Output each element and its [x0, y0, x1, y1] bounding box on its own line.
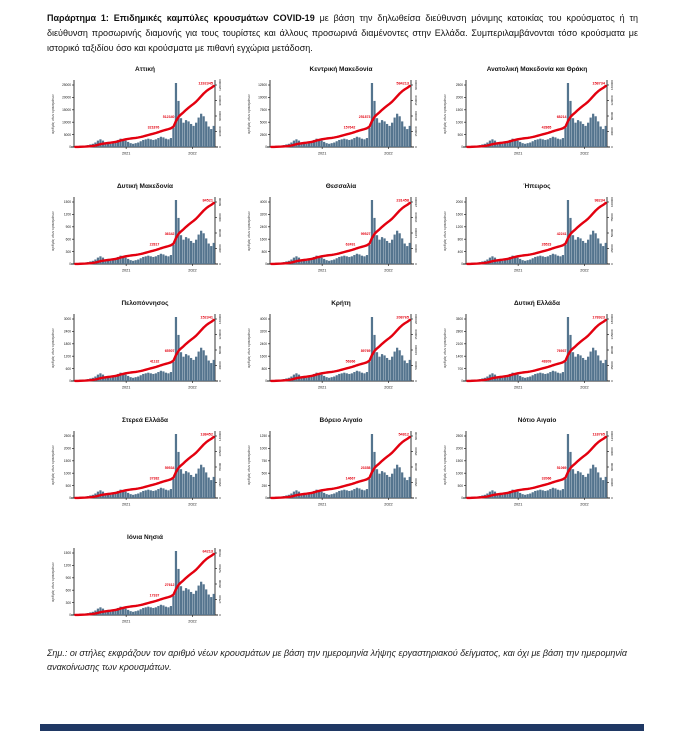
milestone-annotation: 42865 [541, 125, 552, 130]
right-tick-label: 80000 [610, 111, 614, 121]
chart-title: Στερεά Ελλάδα [121, 417, 169, 424]
x-tick-label: 2021 [317, 385, 327, 390]
right-tick-label: 40000 [610, 127, 614, 136]
milestone-annotation: 51069 [556, 465, 567, 470]
chart-title: Θεσσαλία [325, 183, 357, 190]
chart-title: Ήπειρος [523, 183, 551, 190]
right-tick-label: 160000 [218, 313, 222, 325]
right-tick-label: 0 [414, 146, 418, 148]
milestone-annotation: 321876 [147, 125, 160, 130]
left-tick-label: 2100 [455, 342, 463, 346]
left-tick-label: 0 [461, 379, 463, 384]
milestone-annotation: 32066 [541, 476, 552, 481]
left-tick-label: 2400 [63, 329, 71, 334]
right-tick-label: 105000 [218, 446, 222, 457]
chart-anatoliki-makedonia-thraki [439, 66, 635, 166]
milestone-annotation: 41132 [149, 359, 160, 364]
right-tick-label: 90000 [610, 345, 614, 355]
left-tick-label: 600 [65, 237, 71, 242]
chart-title: Δυτική Ελλάδα [514, 300, 560, 307]
left-tick-label: 0 [461, 262, 463, 267]
left-tick-label: 0 [265, 262, 267, 267]
x-tick-label: 2022 [384, 502, 393, 507]
left-tick-label: 1500 [63, 459, 71, 463]
milestone-annotation: 512340 [162, 114, 175, 119]
y-axis-label: αριθμός νέων κρουσμάτων [51, 94, 55, 134]
left-tick-label: 1600 [259, 354, 267, 359]
chart-title: Νότιο Αιγαίο [517, 417, 557, 424]
right-tick-label: 450000 [414, 95, 418, 106]
right-tick-label: 150000 [414, 126, 418, 137]
right-tick-label: 600000 [218, 110, 222, 122]
left-tick-label: 1500 [63, 200, 71, 205]
final-total-annotation: 158734 [592, 81, 605, 86]
chart-title: Βόρειο Αιγαίο [319, 417, 363, 424]
right-tick-label: 150000 [414, 329, 418, 340]
left-tick-label: 1500 [63, 551, 71, 556]
left-tick-label: 500 [261, 471, 267, 476]
right-tick-label: 300000 [414, 110, 418, 122]
left-tick-label: 2500 [259, 132, 267, 137]
chart-dytiki-makedonia [47, 183, 243, 283]
left-tick-label: 1200 [63, 563, 71, 568]
chart-title: Κρήτη [331, 300, 351, 307]
y-axis-label: αριθμός νέων κρουσμάτων [51, 328, 55, 368]
left-tick-label: 4000 [259, 200, 267, 205]
left-tick-label: 4000 [259, 317, 267, 322]
right-tick-label: 1200000 [218, 79, 222, 91]
case-bars [270, 83, 411, 147]
chart-title: Κεντρική Μακεδονία [309, 66, 373, 73]
right-tick-label: 60000 [610, 462, 614, 472]
epi-curve-plot [243, 77, 439, 166]
header-body: με βάση την δηλωθείσα διεύθυνση μόνιμης κατοικίας του κρούσματος ή τη διεύθυνση προσωρινής διαμονής για τους τουρίστες και άλλους προσωρινά διαμένοντες στην Ελλάδα. Συμπεριλαμβάνονται τόσο κρούσματα με ιστορικό ταξιδίου όσο και κρούσματα με πιθανή εγχώρια μετάδοση. [47, 13, 639, 54]
left-tick-label: 300 [65, 600, 71, 605]
y-axis-label: αριθμός νέων κρουσμάτων [247, 445, 251, 485]
left-tick-label: 0 [69, 145, 71, 150]
case-bars [466, 200, 607, 264]
right-tick-label: 0 [610, 380, 614, 382]
right-tick-label: 50000 [610, 228, 614, 238]
milestone-annotation: 99527 [360, 231, 371, 236]
epi-curve-plot [47, 194, 243, 283]
chart-kriti [243, 300, 439, 400]
y-axis-label: αριθμός νέων κρουσμάτων [443, 211, 447, 251]
milestone-annotation: 48309 [541, 359, 552, 364]
right-tick-label: 52500 [218, 564, 222, 573]
final-total-annotation: 138452 [200, 432, 213, 437]
right-tick-label: 80000 [218, 345, 222, 355]
left-tick-label: 1200 [63, 354, 71, 359]
final-total-annotation: 208765 [396, 315, 409, 320]
y-axis-label: αριθμός νέων κρουσμάτων [51, 211, 55, 251]
left-tick-label: 500 [65, 483, 71, 488]
chart-title: Αττική [135, 66, 155, 73]
left-tick-label: 1000 [63, 471, 71, 476]
milestone-annotation: 42241 [556, 231, 567, 236]
right-tick-label: 300000 [218, 126, 222, 137]
case-bars [270, 317, 411, 381]
chart-kentriki-makedonia [243, 66, 439, 166]
right-tick-label: 100000 [414, 344, 418, 356]
right-tick-label: 30000 [414, 462, 418, 472]
left-tick-label: 1600 [455, 212, 463, 217]
x-tick-label: 2022 [580, 502, 589, 507]
chart-thessalia [243, 183, 439, 283]
left-tick-label: 0 [461, 145, 463, 150]
x-tick-label: 2021 [513, 385, 523, 390]
milestone-annotation: 62491 [345, 242, 356, 247]
left-tick-label: 1600 [259, 237, 267, 242]
left-tick-label: 400 [457, 249, 463, 254]
milestone-annotation: 23358 [360, 465, 371, 470]
left-tick-label: 2000 [455, 95, 463, 100]
y-axis-label: αριθμός νέων κρουσμάτων [247, 94, 251, 134]
left-tick-label: 750 [261, 459, 267, 463]
left-tick-label: 1800 [63, 342, 71, 346]
y-axis-label: αριθμός νέων κρουσμάτων [247, 211, 251, 251]
right-tick-label: 900000 [218, 95, 222, 106]
left-tick-label: 1000 [259, 446, 267, 451]
final-total-annotation: 1192345 [198, 81, 213, 86]
epi-curve-plot [47, 428, 243, 517]
right-tick-label: 50000 [414, 361, 418, 370]
right-tick-label: 75000 [610, 213, 614, 222]
x-tick-label: 2021 [121, 619, 131, 624]
x-tick-label: 2022 [188, 502, 197, 507]
left-tick-label: 500 [457, 132, 463, 137]
milestone-annotation: 17337 [149, 593, 160, 598]
milestone-annotation: 251873 [358, 114, 371, 119]
left-tick-label: 5000 [63, 132, 71, 137]
right-tick-label: 140000 [218, 430, 222, 442]
case-bars [74, 83, 215, 147]
chart-sterea-ellada [47, 417, 243, 517]
right-tick-label: 120000 [610, 430, 614, 442]
milestone-annotation: 27612 [164, 582, 175, 587]
milestone-annotation: 59534 [164, 465, 175, 470]
right-tick-label: 100000 [610, 196, 614, 208]
right-tick-label: 60000 [218, 213, 222, 222]
x-tick-label: 2022 [384, 268, 393, 273]
left-tick-label: 800 [261, 366, 267, 371]
milestone-annotation: 65507 [164, 348, 175, 353]
right-tick-label: 45000 [414, 447, 418, 456]
right-tick-label: 0 [218, 380, 222, 382]
left-tick-label: 2500 [63, 434, 71, 439]
left-tick-label: 1000 [455, 471, 463, 476]
epi-curve-plot [243, 194, 439, 283]
final-total-annotation: 152341 [200, 315, 213, 320]
left-tick-label: 2400 [259, 225, 267, 229]
x-tick-label: 2021 [317, 502, 327, 507]
left-tick-label: 300 [65, 249, 71, 254]
final-total-annotation: 54812 [398, 432, 409, 437]
left-tick-label: 10000 [62, 120, 71, 125]
final-total-annotation: 64213 [202, 549, 213, 554]
chart-peloponnisos [47, 300, 243, 400]
right-tick-label: 120000 [414, 227, 418, 239]
case-bars [466, 83, 607, 147]
left-tick-label: 250 [261, 483, 267, 488]
left-tick-label: 600 [65, 366, 71, 371]
epi-curve-plot [439, 428, 635, 517]
right-tick-label: 240000 [414, 196, 418, 208]
right-tick-label: 30000 [610, 478, 614, 487]
epi-curve-plot [439, 77, 635, 166]
final-total-annotation: 84521 [202, 198, 213, 203]
x-tick-label: 2021 [121, 502, 131, 507]
right-tick-label: 135000 [610, 329, 614, 340]
case-bars [270, 200, 411, 264]
left-tick-label: 2500 [455, 434, 463, 439]
chart-ipeiros [439, 183, 635, 283]
milestone-annotation: 37382 [149, 476, 160, 481]
left-tick-label: 1200 [455, 225, 463, 229]
chart-title: Πελοπόννησος [121, 300, 169, 307]
left-tick-label: 1500 [455, 459, 463, 463]
header-paragraph [47, 11, 638, 56]
right-tick-label: 17500 [218, 595, 222, 604]
left-tick-label: 0 [69, 379, 71, 384]
left-tick-label: 5000 [259, 120, 267, 125]
left-tick-label: 800 [261, 249, 267, 254]
x-tick-label: 2021 [513, 502, 523, 507]
left-tick-label: 700 [457, 366, 463, 371]
epi-curve-plot [439, 194, 635, 283]
x-tick-label: 2021 [121, 268, 131, 273]
right-tick-label: 120000 [610, 95, 614, 106]
left-tick-label: 0 [461, 496, 463, 501]
left-tick-label: 800 [457, 237, 463, 242]
milestone-annotation: 14667 [345, 476, 356, 481]
milestone-annotation: 22817 [149, 242, 160, 247]
left-tick-label: 2000 [455, 446, 463, 451]
right-tick-label: 200000 [414, 313, 418, 325]
left-tick-label: 0 [69, 613, 71, 618]
y-axis-label: αριθμός νέων κρουσμάτων [443, 94, 447, 134]
right-tick-label: 0 [218, 263, 222, 265]
x-tick-label: 2021 [317, 151, 327, 156]
left-tick-label: 600 [65, 588, 71, 593]
right-tick-label: 0 [414, 263, 418, 265]
case-bars [270, 434, 411, 498]
x-tick-label: 2021 [317, 268, 327, 273]
chart-dytiki-ellada [439, 300, 635, 400]
x-tick-label: 2022 [384, 385, 393, 390]
right-tick-label: 0 [610, 146, 614, 148]
epi-curve-plot [47, 311, 243, 400]
y-axis-label: αριθμός νέων κρουσμάτων [51, 562, 55, 602]
x-tick-label: 2022 [384, 151, 393, 156]
milestone-annotation: 76937 [556, 348, 567, 353]
right-tick-label: 20000 [218, 244, 222, 253]
header-lead: Παράρτημα 1: Επιδημικές καμπύλες κρουσμάτων COVID-19 [47, 13, 315, 23]
left-tick-label: 2400 [259, 342, 267, 346]
x-tick-label: 2021 [121, 151, 131, 156]
right-tick-label: 35000 [218, 478, 222, 487]
epi-curve-plot [243, 428, 439, 517]
milestone-annotation: 89769 [360, 348, 371, 353]
right-tick-label: 600000 [414, 79, 418, 91]
epi-curve-plot [47, 545, 243, 634]
right-tick-label: 160000 [610, 79, 614, 91]
chart-ionia-nisia [47, 534, 243, 634]
left-tick-label: 0 [265, 496, 267, 501]
x-tick-label: 2022 [188, 268, 197, 273]
right-tick-label: 45000 [610, 361, 614, 370]
final-total-annotation: 584213 [396, 81, 409, 86]
right-tick-label: 70000 [218, 548, 222, 558]
x-tick-label: 2021 [513, 268, 523, 273]
left-tick-label: 2000 [63, 446, 71, 451]
right-tick-label: 25000 [610, 244, 614, 253]
right-tick-label: 0 [218, 614, 222, 616]
final-total-annotation: 118765 [592, 432, 605, 437]
y-axis-label: αριθμός νέων κρουσμάτων [443, 328, 447, 368]
final-total-annotation: 98234 [594, 198, 605, 203]
left-tick-label: 1200 [63, 212, 71, 217]
case-bars [466, 317, 607, 381]
left-tick-label: 1250 [259, 434, 267, 439]
note-text: Σημ.: οι στήλες εκφράζουν τον αριθμό νέων κρουσμάτων με βάση την ημερομηνία λήψης εργαστηριακού δείγματος, και όχι με βάση την ημερομηνία ανακοίνωσης των κρουσμάτων. [47, 648, 628, 673]
chart-voreio-aigaio [243, 417, 439, 517]
right-tick-label: 90000 [610, 447, 614, 456]
right-tick-label: 60000 [414, 431, 418, 441]
left-tick-label: 1400 [455, 354, 463, 359]
left-tick-label: 3200 [259, 212, 267, 217]
left-tick-label: 500 [457, 483, 463, 488]
right-tick-label: 60000 [414, 244, 418, 253]
right-tick-label: 0 [414, 380, 418, 382]
y-axis-label: αριθμός νέων κρουσμάτων [247, 328, 251, 368]
left-tick-label: 3200 [259, 329, 267, 334]
right-tick-label: 0 [414, 497, 418, 499]
left-tick-label: 15000 [62, 108, 71, 112]
milestone-annotation: 26523 [541, 242, 552, 247]
right-tick-label: 70000 [218, 462, 222, 472]
milestone-annotation: 157642 [343, 125, 356, 130]
left-tick-label: 0 [69, 262, 71, 267]
final-total-annotation: 178923 [592, 315, 605, 320]
chart-title: Ιόνια Νησιά [127, 534, 163, 541]
x-tick-label: 2022 [188, 619, 197, 624]
x-tick-label: 2022 [580, 151, 589, 156]
x-tick-label: 2021 [121, 385, 131, 390]
left-tick-label: 7500 [259, 108, 267, 112]
left-tick-label: 0 [265, 379, 267, 384]
epi-curve-plot [243, 311, 439, 400]
left-tick-label: 0 [265, 145, 267, 150]
y-axis-label: αριθμός νέων κρουσμάτων [443, 445, 447, 485]
x-tick-label: 2022 [580, 268, 589, 273]
right-tick-label: 40000 [218, 361, 222, 370]
left-tick-label: 3500 [455, 317, 463, 322]
left-tick-label: 1000 [455, 120, 463, 125]
right-tick-label: 80000 [218, 197, 222, 207]
left-tick-label: 10000 [258, 95, 267, 100]
right-tick-label: 180000 [414, 212, 418, 223]
left-tick-label: 25000 [62, 83, 71, 88]
x-tick-label: 2021 [513, 151, 523, 156]
left-tick-label: 0 [69, 496, 71, 501]
case-bars [74, 200, 215, 264]
case-bars [74, 317, 215, 381]
left-tick-label: 20000 [62, 95, 71, 100]
right-tick-label: 120000 [218, 329, 222, 340]
left-tick-label: 2800 [455, 329, 463, 334]
right-tick-label: 0 [610, 497, 614, 499]
left-tick-label: 2000 [455, 200, 463, 205]
right-tick-label: 35000 [218, 579, 222, 589]
chart-title: Ανατολική Μακεδονία και Θράκη [486, 66, 588, 73]
left-tick-label: 2500 [455, 83, 463, 88]
footer-bar [40, 724, 644, 731]
left-tick-label: 3000 [63, 317, 71, 322]
y-axis-label: αριθμός νέων κρουσμάτων [51, 445, 55, 485]
left-tick-label: 900 [65, 576, 71, 580]
case-bars [74, 551, 215, 615]
x-tick-label: 2022 [580, 385, 589, 390]
x-tick-label: 2022 [188, 385, 197, 390]
milestone-annotation: 56366 [345, 359, 356, 364]
x-tick-label: 2022 [188, 151, 197, 156]
milestone-annotation: 36342 [164, 231, 175, 236]
left-tick-label: 12500 [258, 83, 267, 88]
chart-title: Δυτική Μακεδονία [116, 183, 173, 190]
right-tick-label: 0 [610, 263, 614, 265]
left-tick-label: 1500 [455, 108, 463, 112]
right-tick-label: 0 [218, 146, 222, 148]
case-bars [74, 434, 215, 498]
right-tick-label: 180000 [610, 313, 614, 325]
left-tick-label: 900 [65, 225, 71, 229]
epi-curve-plot [439, 311, 635, 400]
chart-attiki [47, 66, 243, 166]
chart-notio-aigaio [439, 417, 635, 517]
case-bars [466, 434, 607, 498]
right-tick-label: 0 [218, 497, 222, 499]
right-tick-label: 40000 [218, 228, 222, 238]
right-tick-label: 15000 [414, 478, 418, 487]
epi-curve-plot [47, 77, 243, 166]
milestone-annotation: 68214 [556, 114, 567, 119]
charts-grid [47, 66, 637, 634]
final-total-annotation: 231458 [396, 198, 409, 203]
